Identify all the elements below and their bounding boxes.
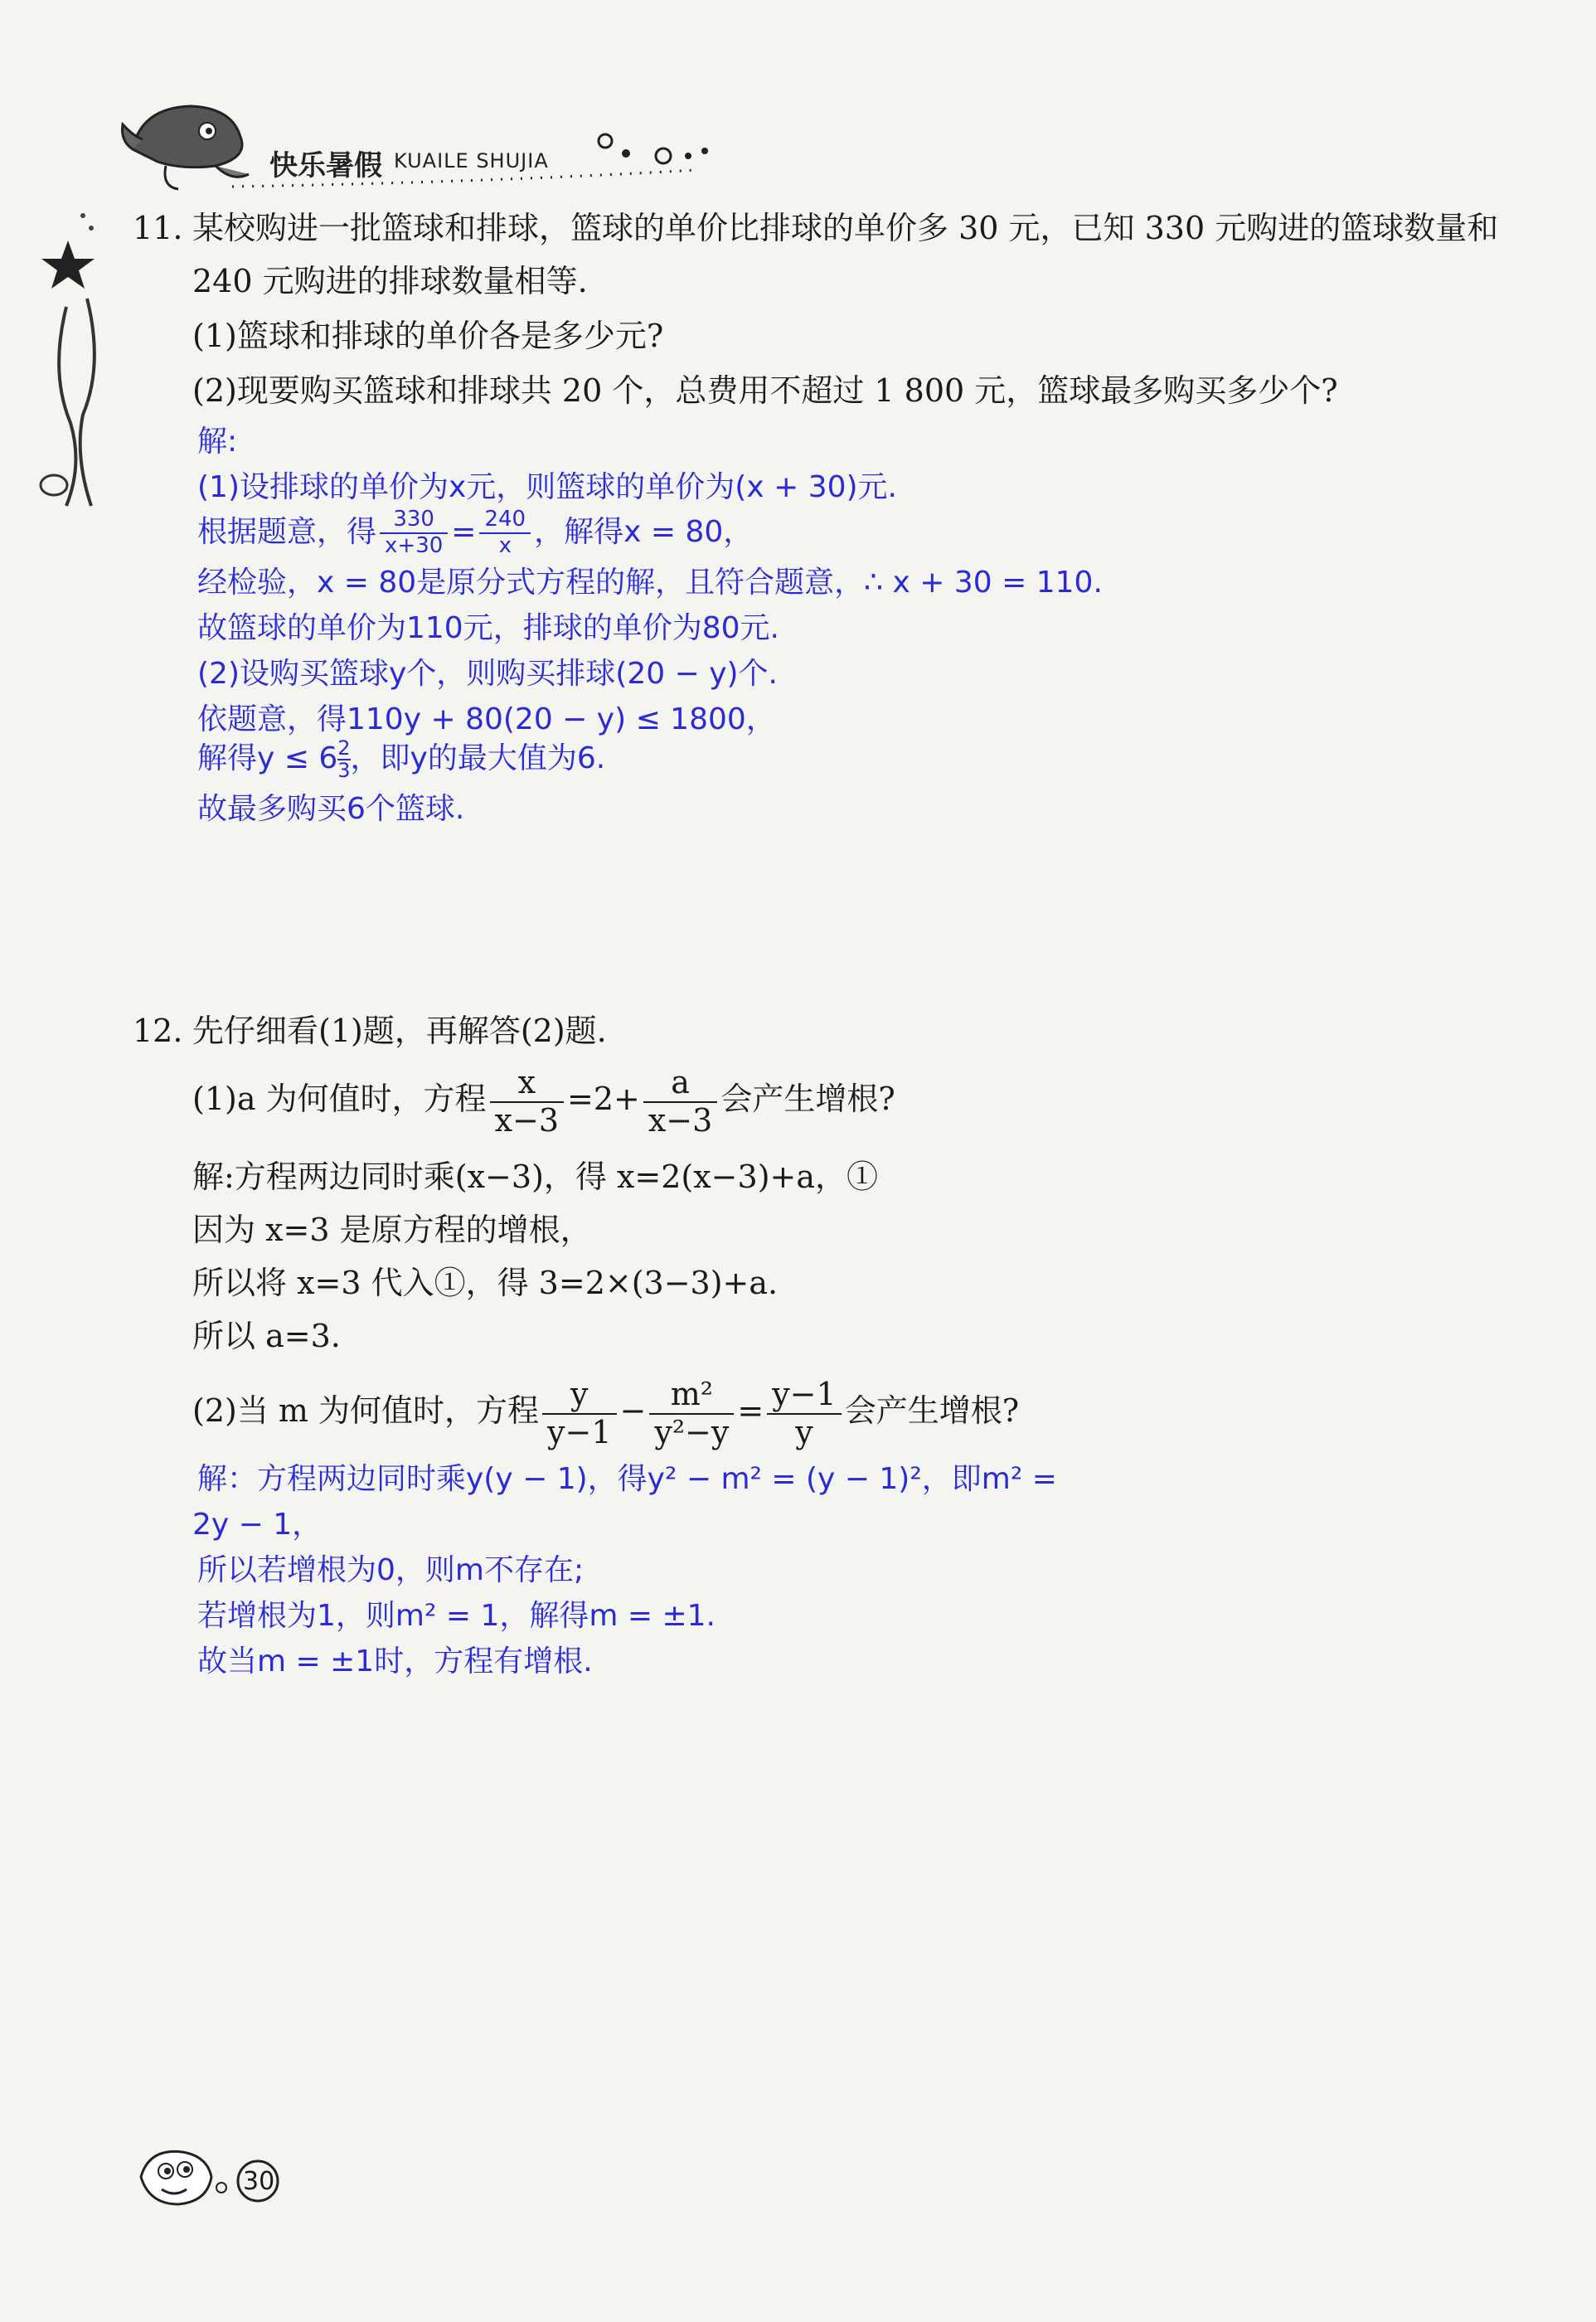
- s11-line4: 经检验，x = 80是原分式方程的解，且符合题意，∴ x + 30 = 110.: [197, 566, 1103, 600]
- s11-line5: 故篮球的单价为110元，排球的单价为80元.: [197, 611, 779, 645]
- s11-line2: (1)设排球的单价为x元，则篮球的单价为(x + 30)元.: [197, 470, 897, 504]
- q11-number: 11.: [133, 210, 183, 246]
- s11-line3: 根据题意，得 $\frac{330}{x+30}$ = $\frac{240}{x}$ ，解得x = 80，: [197, 507, 754, 558]
- q12-example-line2: 因为 x=3 是原方程的增根，: [192, 1212, 592, 1248]
- fraction: $\frac{x}{x-3}$: [490, 1065, 564, 1139]
- q12-example-line4: 所以 a=3.: [192, 1318, 341, 1354]
- fraction: $\frac{\text{m²}}{\text{y²−y}}$: [649, 1377, 734, 1450]
- q12-example-line1: 解:方程两边同时乘(x−3)，得 x=2(x−3)+a，①: [192, 1159, 879, 1195]
- q12-part2: (2)当 m 为何值时，方程 $\frac{y}{y-1}$ − $\frac{\text{m²}}{\text{y²−y}}$ = $\frac{y-1}{y}$ 会产生增根?: [192, 1376, 1020, 1450]
- q12-number: 12.: [133, 1013, 183, 1049]
- s12-line4: 若增根为1，则m² = 1，解得m = ±1.: [197, 1599, 716, 1633]
- q12-part1: (1)a 为何值时，方程 $\frac{x}{x-3}$ =2+ $\frac{a}{x-3}$ 会产生增根?: [192, 1064, 895, 1139]
- fraction: $\frac{y}{y-1}$: [542, 1377, 616, 1450]
- s11-line8: 解得y ≤ 6 $\frac{2}{3}$ ，即y的最大值为6.: [197, 736, 606, 783]
- s12-line3: 所以若增根为0，则m不存在;: [197, 1553, 585, 1587]
- q11-line2: 240 元购进的排球数量相等.: [192, 263, 588, 299]
- s12-line2: 2y − 1，: [192, 1508, 323, 1542]
- page-number: 30: [243, 2167, 275, 2196]
- fish-mascot-icon: [129, 2140, 220, 2214]
- s12-line5: 故当m = ±1时，方程有增根.: [197, 1644, 593, 1678]
- q12-example-line3: 所以将 x=3 代入①，得 3=2×(3−3)+a.: [192, 1265, 779, 1301]
- mixed-fraction: $\frac{2}{3}$: [337, 736, 351, 783]
- s11-line9: 故最多购买6个篮球.: [197, 792, 465, 826]
- starfish-seaweed-decoration-icon: [25, 207, 116, 522]
- fraction: $\frac{330}{x+30}$: [380, 508, 448, 559]
- fraction: $\frac{a}{x-3}$: [643, 1065, 717, 1139]
- q11-line1: 某校购进一批篮球和排球，篮球的单价比排球的单价多 30 元，已知 330 元购进的篮球数量和: [192, 210, 1499, 246]
- header: [116, 91, 796, 199]
- s12-line1: 解：方程两边同时乘y(y − 1)，得y² − m² = (y − 1)²，即m² =: [197, 1462, 1057, 1496]
- q11-part1: (1)篮球和排球的单价各是多少元?: [192, 318, 664, 354]
- fraction: $\frac{240}{x}$: [479, 508, 531, 559]
- fraction: $\frac{y-1}{y}$: [767, 1377, 841, 1450]
- header-subtitle: KUAILE SHUJIA: [394, 149, 549, 172]
- q12-intro: 先仔细看(1)题，再解答(2)题.: [192, 1013, 607, 1049]
- s11-line1: 解:: [197, 425, 238, 459]
- s11-line6: (2)设购买篮球y个，则购买排球(20 − y)个.: [197, 657, 778, 691]
- header-title: 快乐暑假: [269, 149, 382, 182]
- s11-line7: 依题意，得110y + 80(20 − y) ≤ 1800，: [197, 702, 776, 736]
- q11-part2: (2)现要购买篮球和排球共 20 个，总费用不超过 1 800 元，篮球最多购买多少个?: [192, 372, 1338, 409]
- header-underline-dots: [232, 166, 746, 199]
